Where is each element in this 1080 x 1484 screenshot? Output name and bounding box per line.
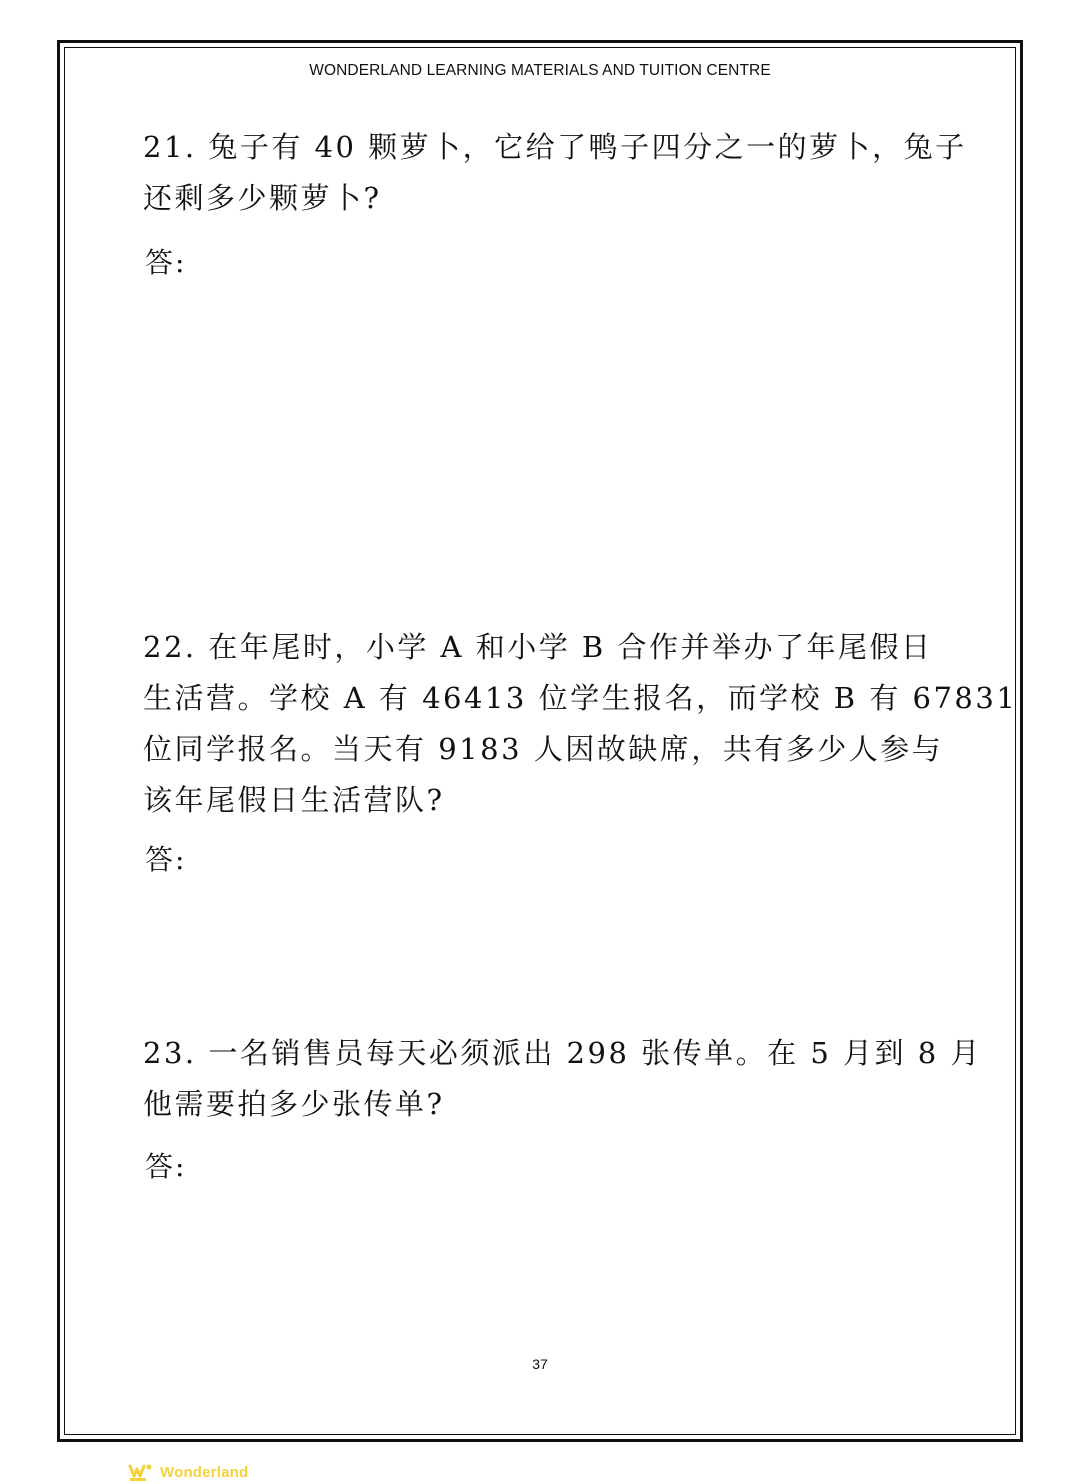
- question-line: 生活营。学校 A 有 46413 位学生报名，而学校 B 有 67831: [143, 681, 1018, 715]
- question-line: 21. 兔子有 40 颗萝卜，它给了鸭子四分之一的萝卜，兔子: [143, 130, 967, 164]
- question-21: [143, 122, 967, 224]
- answer-label-21: 答:: [145, 246, 187, 279]
- answer-label-22: 答:: [145, 843, 187, 876]
- wonderland-logo-icon: [128, 1462, 154, 1482]
- page-number: 37: [532, 1356, 548, 1372]
- question-line: 22. 在年尾时，小学 A 和小学 B 合作并举办了年尾假日: [143, 630, 933, 664]
- question-line: 该年尾假日生活营队?: [143, 783, 445, 817]
- brand-watermark: [128, 1460, 248, 1484]
- brand-name: Wonderland: [160, 1463, 249, 1481]
- question-line: 他需要拍多少张传单?: [143, 1087, 445, 1121]
- question-23: [143, 1028, 982, 1130]
- question-line: 还剩多少颗萝卜?: [143, 181, 382, 215]
- page-header: WONDERLAND LEARNING MATERIALS AND TUITION CENTRE: [309, 62, 771, 79]
- question-line: 23. 一名销售员每天必须派出 298 张传单。在 5 月到 8 月: [143, 1036, 982, 1070]
- question-line: 位同学报名。当天有 9183 人因故缺席，共有多少人参与: [143, 732, 944, 766]
- question-22: [143, 622, 1018, 826]
- answer-label-23: 答:: [145, 1150, 187, 1183]
